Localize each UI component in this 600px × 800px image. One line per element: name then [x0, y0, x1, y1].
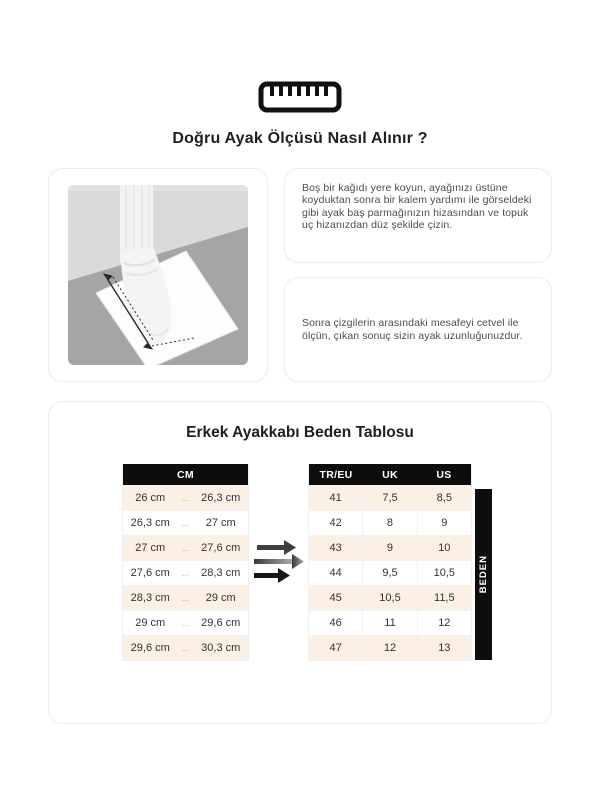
cm-to: 29,6 cm — [201, 617, 241, 629]
foot-measurement-illustration — [68, 185, 248, 365]
table-row — [309, 585, 471, 610]
table-row — [123, 610, 248, 635]
cm-to: 29 cm — [205, 592, 236, 604]
instruction-step-1: Boş bir kağıdı yere koyun, ayağınızı üstüne koyduktan sonra bir kalem yardımı ile görseldeki gibi ayak baş parmağınızın hizasından ve topuk uç hizanızdan düz şekilde çizin. — [284, 168, 552, 263]
col-header-us: US — [436, 468, 452, 481]
cm-from: 29 cm — [135, 617, 166, 629]
cm-from: 26,3 cm — [130, 517, 170, 529]
range-separator: … — [181, 543, 190, 553]
range-separator: … — [181, 618, 190, 628]
size-uk: 7,5 — [362, 486, 416, 510]
table-row — [309, 635, 471, 660]
transfer-arrows-icon — [254, 539, 304, 585]
instruction-step-2: Sonra çizgilerin arasındaki mesafeyi cetvel ile ölçün, çıkan sonuç sizin ayak uzunluğunuzdur. — [284, 277, 552, 382]
size-treu: 43 — [329, 542, 342, 554]
table-row — [309, 535, 471, 560]
col-header-uk: UK — [382, 468, 398, 481]
cm-table — [122, 464, 249, 661]
cm-to: 27 cm — [205, 517, 236, 529]
measurement-photo-card — [48, 168, 268, 382]
col-header-treu: TR/EU — [319, 468, 353, 481]
size-uk: 10,5 — [362, 586, 416, 610]
table-row — [309, 485, 471, 510]
cm-from: 27 cm — [135, 542, 166, 554]
size-treu: 44 — [329, 567, 342, 579]
ruler-icon — [258, 80, 342, 114]
size-us: 10,5 — [417, 561, 471, 585]
size-treu: 41 — [329, 492, 342, 504]
beden-label: BEDEN — [478, 555, 489, 594]
size-us: 13 — [417, 636, 471, 660]
size-treu: 42 — [329, 517, 342, 529]
range-separator: … — [181, 518, 190, 528]
international-size-table — [308, 464, 472, 661]
size-us: 11,5 — [417, 586, 471, 610]
table-row — [123, 485, 248, 510]
table-row — [309, 510, 471, 535]
page-title: Doğru Ayak Ölçüsü Nasıl Alınır ? — [172, 130, 428, 147]
size-table-section — [48, 401, 552, 724]
size-uk: 9,5 — [362, 561, 416, 585]
size-treu: 46 — [329, 617, 342, 629]
table-row — [309, 610, 471, 635]
cm-from: 28,3 cm — [130, 592, 170, 604]
size-us: 10 — [417, 536, 471, 560]
cm-from: 27,6 cm — [130, 567, 170, 579]
table-row — [123, 560, 248, 585]
table-row — [123, 585, 248, 610]
cm-from: 29,6 cm — [130, 642, 170, 654]
table-row — [309, 560, 471, 585]
size-section-title: Erkek Ayakkabı Beden Tablosu — [186, 424, 414, 441]
cm-from: 26 cm — [135, 492, 166, 504]
size-uk: 12 — [362, 636, 416, 660]
table-row — [123, 535, 248, 560]
cm-table-header: CM — [123, 464, 248, 485]
size-tables — [49, 464, 551, 661]
range-separator: … — [181, 493, 190, 503]
size-treu: 45 — [329, 592, 342, 604]
cm-to: 30,3 cm — [201, 642, 241, 654]
how-to-section — [48, 168, 552, 382]
size-uk: 9 — [362, 536, 416, 560]
size-treu: 47 — [329, 642, 342, 654]
cm-to: 27,6 cm — [201, 542, 241, 554]
range-separator: … — [181, 643, 190, 653]
instruction-cards — [284, 168, 552, 382]
table-row — [123, 635, 248, 660]
size-uk: 8 — [362, 511, 416, 535]
table-row — [123, 510, 248, 535]
size-us: 8,5 — [417, 486, 471, 510]
cm-to: 28,3 cm — [201, 567, 241, 579]
size-uk: 11 — [362, 611, 416, 635]
cm-to: 26,3 cm — [201, 492, 241, 504]
conversion-arrows — [249, 464, 308, 660]
size-us: 12 — [417, 611, 471, 635]
size-table-header — [309, 464, 471, 485]
range-separator: … — [181, 568, 190, 578]
range-separator: … — [181, 593, 190, 603]
size-us: 9 — [417, 511, 471, 535]
beden-side-bar — [475, 489, 492, 660]
header — [0, 0, 600, 114]
